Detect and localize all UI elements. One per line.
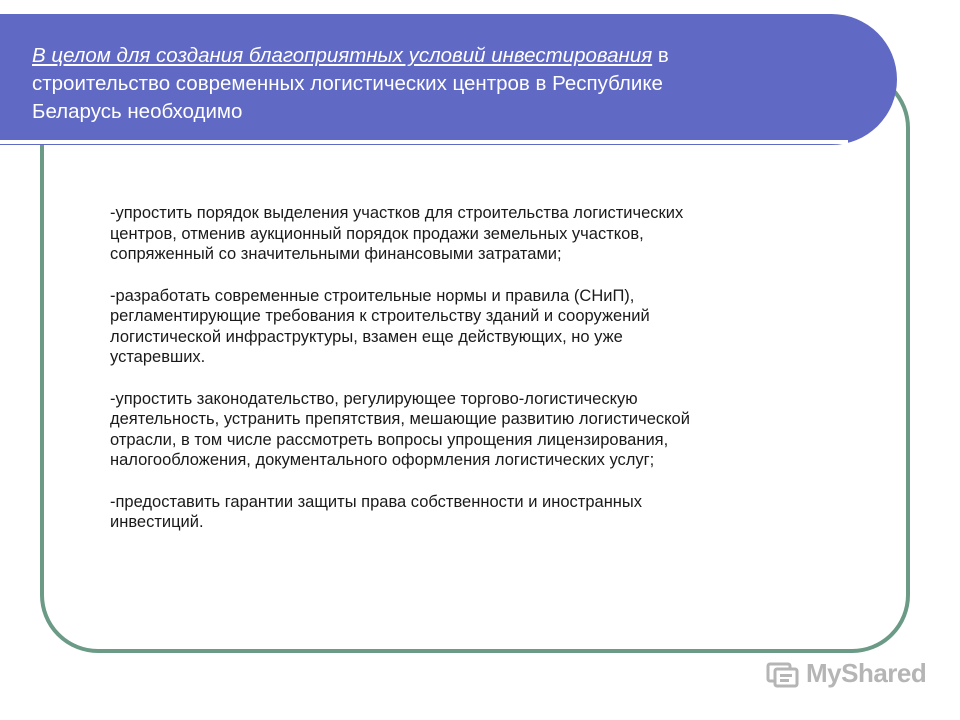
paragraph-line: регламентирующие требования к строительству зданий и сооружений	[110, 307, 650, 325]
paragraph-property-guarantees	[110, 492, 880, 533]
paragraph-line: центров, отменив аукционный порядок продажи земельных участков,	[110, 224, 644, 243]
watermark-text: MyShared	[806, 658, 927, 688]
paragraph-line: сопряженный со значительными финансовыми затратами;	[110, 245, 562, 263]
paragraph-line: деятельность, устранить препятствия, мешающие развитию логистической	[110, 410, 690, 428]
paragraph-line: -упростить законодательство, регулирующее торгово-логистическую	[110, 389, 638, 408]
paragraph-line: -упростить порядок выделения участков для строительства логистических	[110, 204, 684, 222]
paragraph-line: налогообложения, документального оформления логистических услуг;	[110, 451, 655, 469]
paragraph-line: инвестиций.	[110, 513, 204, 531]
paragraph-land-allocation	[110, 203, 880, 265]
paragraph-legislation	[110, 389, 880, 471]
paragraph-line: отрасли, в том числе рассмотреть вопросы упрощения лицензирования,	[110, 430, 669, 449]
title-underlined-part: В целом для создания благоприятных условий инвестирования	[32, 44, 653, 67]
paragraph-line: -разработать современные строительные нормы и правила (СНиП),	[110, 286, 635, 305]
slide-title	[32, 42, 832, 126]
title-line3: Беларусь необходимо	[32, 100, 243, 123]
myshared-logo-icon	[766, 659, 800, 689]
title-band	[0, 14, 897, 145]
title-underline-bar	[0, 140, 848, 144]
title-line1-rest: в	[652, 44, 669, 67]
slide-body	[110, 203, 880, 533]
paragraph-line: -предоставить гарантии защиты права собственности и иностранных	[110, 492, 643, 511]
paragraph-line: логистической инфраструктуры, взамен еще действующих, но уже	[110, 327, 623, 346]
paragraph-building-norms	[110, 286, 880, 368]
title-line2: строительство современных логистических центров в Республике	[32, 72, 663, 95]
paragraph-line: устаревших.	[110, 348, 206, 366]
myshared-watermark	[766, 658, 926, 689]
